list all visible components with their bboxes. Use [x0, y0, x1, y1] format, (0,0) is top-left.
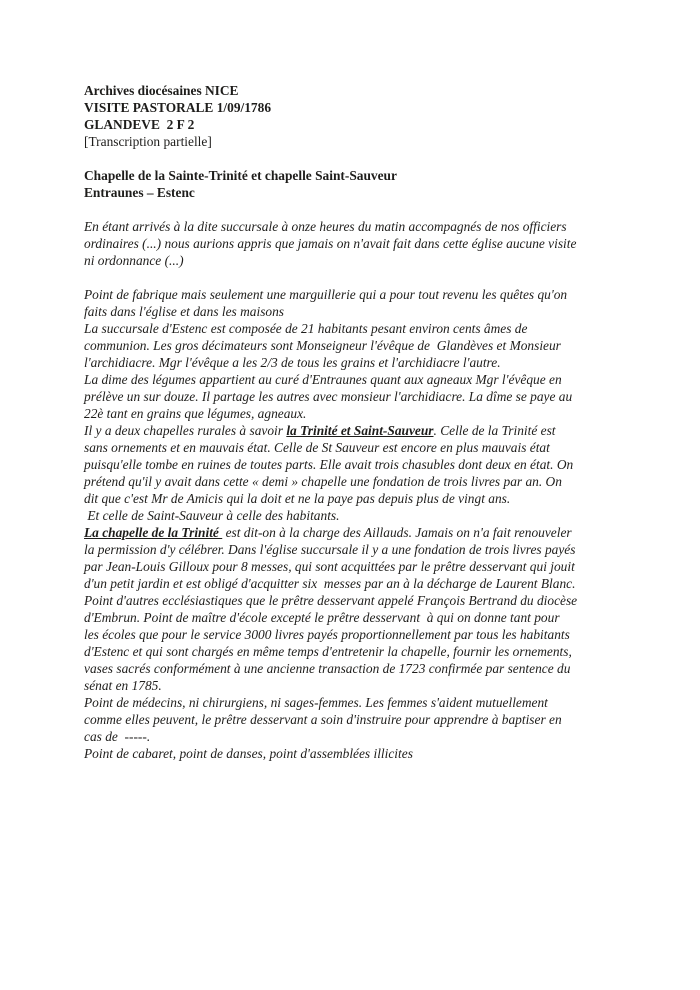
text-segment: vases sacrés conformément à une ancienne transaction de 1723 confirmée par sentence du	[84, 661, 571, 676]
blank-line	[84, 269, 629, 286]
body-line	[84, 388, 629, 405]
text-segment: Point de fabrique mais seulement une marguillerie qui a pour tout revenu les quêtes qu'on	[84, 287, 568, 302]
text-segment: ordinaires (...) nous aurions appris que jamais on n'avait fait dans cette église aucune visite	[84, 236, 577, 251]
body-line	[84, 524, 629, 541]
text-segment: puisqu'elle tombe en ruines de toutes parts. Elle avait trois chasubles dont deux en état. On	[84, 457, 574, 472]
transcription-note-line	[84, 133, 629, 150]
archive-source-line	[84, 82, 629, 99]
archive-cote-line	[84, 116, 629, 133]
body-line	[84, 558, 629, 575]
body-line	[84, 252, 629, 269]
text-segment: dit que c'est Mr de Amicis qui la doit et ne la paye pas depuis plus de vingt ans.	[84, 491, 511, 506]
blank-line	[84, 150, 629, 167]
text-segment: l'archidiacre. Mgr l'évêque a les 2/3 de tous les grains et l'archidiacre l'autre.	[84, 355, 501, 370]
text-segment: prélève un sur douze. Il partage les autres avec monsieur l'archidiacre. La dîme se paye au	[84, 389, 573, 404]
body-line	[84, 456, 629, 473]
document-title-line	[84, 167, 629, 184]
text-segment: par Jean-Louis Gilloux pour 8 messes, qui sont acquittées par le prêtre desservant qui jouit	[84, 559, 575, 574]
body-line	[84, 745, 629, 762]
body-line	[84, 575, 629, 592]
body-line	[84, 473, 629, 490]
text-segment: Il y a deux chapelles rurales à savoir	[84, 423, 287, 438]
body-line	[84, 609, 629, 626]
text-segment: ni ordonnance (...)	[84, 253, 184, 268]
text-segment: d'Estenc et qui sont chargés en même temps d'entretenir la chapelle, fournir les ornements,	[84, 644, 572, 659]
text-segment: VISITE PASTORALE 1/09/1786	[84, 100, 272, 115]
text-segment: Point de médecins, ni chirurgiens, ni sages-femmes. Les femmes s'aident mutuellement	[84, 695, 548, 710]
text-segment: faits dans l'église et dans les maisons	[84, 304, 285, 319]
body-line	[84, 507, 629, 524]
text-segment: En étant arrivés à la dite succursale à onze heures du matin accompagnés de nos officiers	[84, 219, 567, 234]
body-line	[84, 643, 629, 660]
text-segment: Point d'autres ecclésiastiques que le prêtre desservant appelé François Bertrand du diocèse	[84, 593, 578, 608]
body-line	[84, 405, 629, 422]
body-line	[84, 711, 629, 728]
text-segment: . Celle de la Trinité est	[433, 423, 556, 438]
text-segment: la permission d'y célébrer. Dans l'église succursale il y a une fondation de trois livres payés	[84, 542, 576, 557]
body-line	[84, 235, 629, 252]
text-segment: Et celle de Saint-Sauveur à celle des habitants.	[84, 508, 340, 523]
text-segment: 22è tant en grains que légumes, agneaux.	[84, 406, 307, 421]
text-segment: GLANDEVE 2 F 2	[84, 117, 195, 132]
body-line	[84, 660, 629, 677]
body-line	[84, 422, 629, 439]
blank-line	[84, 201, 629, 218]
body-line	[84, 439, 629, 456]
body-line	[84, 490, 629, 507]
text-segment: comme elles peuvent, le prêtre desservant a soin d'instruire pour apprendre à baptiser en	[84, 712, 562, 727]
text-segment: les écoles que pour le service 3000 livres payés proportionnellement par tous les habitants	[84, 627, 570, 642]
text-segment: La dime des légumes appartient au curé d'Entraunes quant aux agneaux Mgr l'évêque en	[84, 372, 562, 387]
body-line	[84, 354, 629, 371]
body-line	[84, 286, 629, 303]
text-segment: sénat en 1785.	[84, 678, 162, 693]
text-segment: Chapelle de la Sainte-Trinité et chapelle Saint-Sauveur	[84, 168, 397, 183]
body-line	[84, 303, 629, 320]
text-segment: Archives diocésaines NICE	[84, 83, 239, 98]
text-segment: est dit-on à la charge des Aillauds. Jamais on n'a fait renouveler	[222, 525, 572, 540]
text-segment: Entraunes – Estenc	[84, 185, 195, 200]
text-segment: d'un petit jardin et est obligé d'acquitter six messes par an à la décharge de Laurent Blanc.	[84, 576, 576, 591]
text-segment: Point de cabaret, point de danses, point d'assemblées illicites	[84, 746, 413, 761]
body-line	[84, 218, 629, 235]
text-segment: [Transcription partielle]	[84, 134, 212, 149]
body-line	[84, 320, 629, 337]
text-segment: d'Embrun. Point de maître d'école excepté le prêtre desservant à qui on donne tant pour	[84, 610, 560, 625]
body-line	[84, 728, 629, 745]
body-line	[84, 626, 629, 643]
visit-reference-line	[84, 99, 629, 116]
body-line	[84, 541, 629, 558]
text-segment: cas de -----.	[84, 729, 151, 744]
text-segment: prétend qu'il y avait dans cette « demi » chapelle une fondation de trois livres par an. On	[84, 474, 562, 489]
emphasized-text: La chapelle de la Trinité	[84, 525, 223, 540]
body-line	[84, 337, 629, 354]
text-segment: La succursale d'Estenc est composée de 21 habitants pesant environ cents âmes de	[84, 321, 528, 336]
emphasized-text: la Trinité et Saint-Sauveur	[286, 423, 434, 438]
body-line	[84, 677, 629, 694]
text-column	[84, 82, 629, 762]
text-segment: sans ornements et en mauvais état. Celle de St Sauveur est encore en plus mauvais état	[84, 440, 550, 455]
body-line	[84, 371, 629, 388]
text-segment: communion. Les gros décimateurs sont Monseigneur l'évêque de Glandèves et Monsieur	[84, 338, 561, 353]
body-line	[84, 592, 629, 609]
body-line	[84, 694, 629, 711]
document-subtitle-line	[84, 184, 629, 201]
